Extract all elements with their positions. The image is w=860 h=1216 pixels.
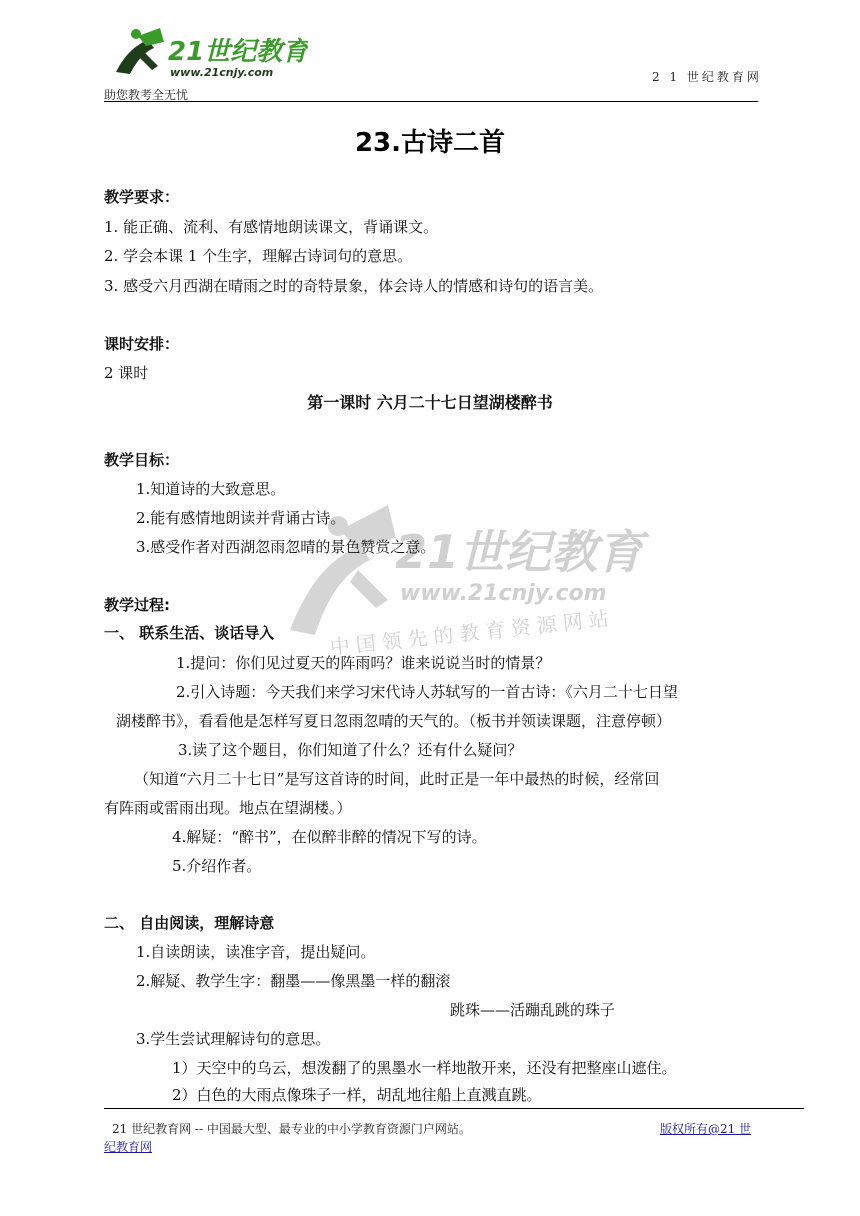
page-title: 23.古诗二首 [354, 128, 506, 158]
requirement-item: 2. 学会本课 1 个生字，理解古诗词句的意思。 [104, 247, 413, 265]
section1-line: 3.读了这个题目，你们知道了什么？还有什么疑问？ [178, 741, 523, 759]
goal-item: 3.感受作者对西湖忽雨忽晴的景色赞赏之意。 [136, 538, 436, 556]
lesson-title: 第一课时 六月二十七日望湖楼醉书 [307, 393, 553, 412]
section1-line: 有阵雨或雷雨出现。地点在望湖楼。） [104, 799, 352, 817]
section1-line: 2.引入诗题：今天我们来学习宋代诗人苏轼写的一首古诗：《六月二十七日望 [176, 683, 678, 701]
section1-heading: 一、 联系生活、谈话导入 [104, 624, 275, 642]
header-divider [104, 101, 758, 102]
site-logo [108, 22, 308, 84]
section2-line: 1.自读朗读，读准字音，提出疑问。 [136, 943, 376, 961]
schedule-heading: 课时安排： [104, 335, 180, 353]
section1-line: （知道“六月二十七日”是写这首诗的时间，此时正是一年中最热的时候，经常回 [134, 770, 660, 788]
goal-item: 2.能有感情地朗读并背诵古诗。 [136, 509, 346, 527]
section1-line: 湖楼醉书》，看看他是怎样写夏日忽雨忽晴的天气的。（板书并领读课题，注意停顿） [116, 712, 672, 730]
runner-icon [116, 28, 164, 74]
requirement-item: 3. 感受六月西湖在晴雨之时的奇特景象，体会诗人的情感和诗句的语言美。 [104, 277, 604, 295]
logo-url: www.21cnjy.com [170, 66, 274, 79]
footer-copyright-link[interactable]: 版权所有@21 世 [660, 1122, 752, 1136]
footer-copyright-link-cont[interactable]: 纪教育网 [104, 1140, 153, 1154]
schedule-value: 2 课时 [104, 364, 149, 382]
process-heading: 教学过程: [104, 596, 170, 614]
section2-line: 2.解疑、教学生字：翻墨——像黑墨一样的翻滚 [136, 972, 451, 990]
section2-line: 1）天空中的乌云，想泼翻了的黑墨水一样地散开来，还没有把整座山遮住。 [172, 1059, 677, 1077]
section1-line: 5.介绍作者。 [172, 857, 262, 875]
header-site-name: 2 1 世纪教育网 [652, 70, 762, 84]
section2-heading: 二、 自由阅读，理解诗意 [104, 914, 275, 932]
watermark-text: 21世纪教育 [395, 525, 644, 579]
section2-line: 2）白色的大雨点像珠子一样，胡乱地往船上直溅直跳。 [172, 1086, 542, 1104]
footer-divider [104, 1108, 804, 1109]
section1-line: 4.解疑：“醉书”，在似醉非醉的情况下写的诗。 [172, 828, 487, 846]
requirement-item: 1. 能正确、流利、有感情地朗读课文，背诵课文。 [104, 218, 439, 236]
logo-text: 21世纪教育 [168, 37, 308, 67]
section2-line: 3.学生尝试理解诗句的意思。 [136, 1030, 331, 1048]
section2-line: 跳珠——活蹦乱跳的珠子 [450, 1001, 616, 1019]
goal-item: 1.知道诗的大致意思。 [136, 480, 286, 498]
requirements-heading: 教学要求： [104, 188, 180, 206]
watermark-url: www.21cnjy.com [400, 581, 607, 606]
header-slogan: 助您教考全无忧 [104, 88, 189, 102]
watermark-slogan: 中国领先的教育资源网站 [328, 605, 616, 660]
footer-text: 21 世纪教育网 -- 中国最大型、最专业的中小学教育资源门户网站。 [112, 1122, 471, 1136]
goals-heading: 教学目标： [104, 451, 180, 469]
section1-line: 1.提问：你们见过夏天的阵雨吗？谁来说说当时的情景？ [176, 654, 551, 672]
